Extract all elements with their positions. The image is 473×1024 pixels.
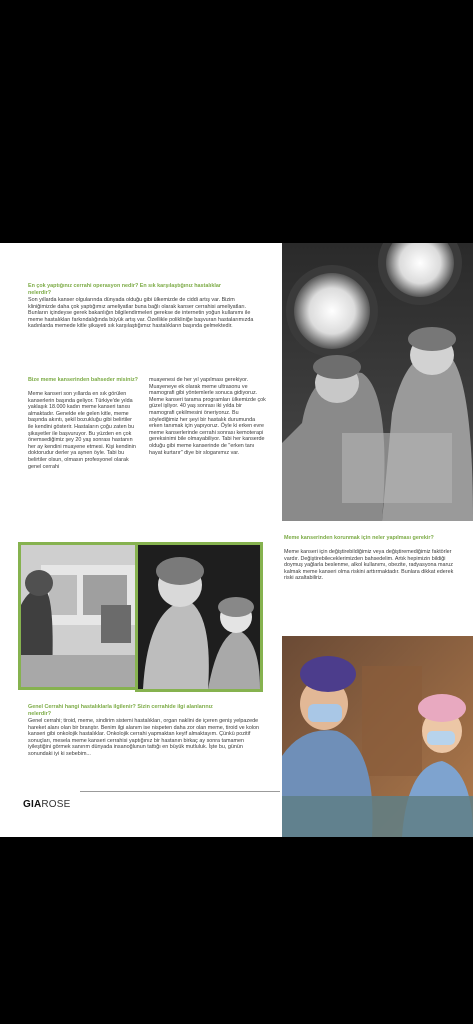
section1-body: Son yıllarda kanser olgularında dünyada olduğu gibi ülkemizde de ciddi artış var. Bizim kliniğimizde daha çok yaptığımız ameliyatlar buna bağlı olarak kanser cerrahisi ameliyatları. Bunların içindeyse gerek bakanlığın bilgilendirmeleri gerekse de internetin yoğun kullanımı ile meme hastalıkları farkındalığında büyük artış var. Özellikle polikliniğe başvuran hastalarımızda kadınlarda memede kitle şikayeti sık karşılaştığımız hastalıkların başında gelmektedir. [28,297,254,330]
section1-heading: En çok yaptığınız cerrahi operasyon nedir? En sık karşılaştığınız hastalıklar nelerdir? [28,283,221,296]
section4-body: Genel cerrahi; tiroid, meme, sindirim sistemi hastalıkları, organ naklini de içeren geniş yelpazede hareket alanı olan bir branştır. Benim ilgi alanım ise nispeten daha zor olan meme, tiroid ve kolon kanseri gibi onkolojik hastalıklar. Onkolojik cerrahi yapmaktan keyif almaktayım. Çünkü pozitif sonuçları, mesela meme kanseri cerrahisi yaptığınız bir hastanın birkaç ay sonra tamamen iyileştiğini görmek sanırım dünyada insanoğlunun tattığı en büyük mutluluk. İşte bu, günün sonundaki iyi ki sebebim... [28,718,260,757]
magazine-page [0,243,473,837]
clinic-photo [18,542,142,690]
section3-heading: Meme kanserinden korunmak için neler yapılması gerekir? [284,535,434,541]
section2-body-left: Meme kanseri son yıllarda en sık görülen kanserlerin başında geliyor. Türkiye'de yılda yaklaşık 18.000 kadın meme kanseri tanısı almaktadır. Genelde ele gelen kitle, meme başında akıntı, şekil bozukluğu gibi belirtiler ile kendini gösterir. Hastaların çoğu zaten bu şikayetler ile başvuruyor. Bu yüzden en çok önemsediğimiz şey 20 yaş sonrası hastanın her ay kendini muayene etmesi. Kişi kendinin doktorudur derler ya aynen öyle. Tabi bu belirtiler olsun, olmasın profesyonel olarak genel cerrahi [28,391,136,470]
brand-bold: GIA [23,799,42,810]
surgeons-photo-bottom-image [282,636,473,837]
section3-body: Meme kanseri için değiştirebildiğimiz veya değiştiremediğimiz faktörler vardır. Değiştirebileceklerimizden bahsedelim. Artık hepimizin bildiği doymuş yağlarla beslenme, alkol kullanımı, obezite, radyasyona maruz kalmak meme kanseri olma riskini arttırmaktadır. Bunlara dikkat ederek riski azaltabiliriz. [284,549,454,582]
surgeons-photo-middle-image [138,545,260,689]
brand-logo [23,799,71,810]
footer-rule [80,791,280,792]
surgery-photo-top [282,243,473,521]
section4-heading: Genel Cerrahi hangi hastalıklarla ilgilenir? Sizin cerrahide ilgi alanlarınız nelerdir? [28,704,213,717]
clinic-photo-image [21,545,139,687]
section2-body-right: muayenesi de her yıl yapılması gerekiyor. Muayeneye ek olarak meme ultrasonu ve mamografi gibi yöntemlerle sonuca gidiyoruz. Meme kanseri tarama programları ülkemizde çok güzel işliyor. 40 yaş sonrası iki yılda bir mamografi çekilmesini öneriyoruz. Bu söylediğimiz her şeyi bir hastalık durumunda erken tanımak için yapıyoruz. Öyle ki erken evre meme kanserlerinde cerrahi sonrası kemoterapi gereksinimi bile olmayabiliyor. Tabi her kanserde olduğu gibi meme kanserinde de "erken tanı hayat kurtarır" diye bir sloganımız var. [149,377,266,456]
surgery-photo-top-image [282,243,473,521]
surgeons-photo-bottom [282,636,473,837]
section2-heading: Bize meme kanserinden bahseder misiniz? [28,377,138,383]
surgeons-photo-middle [135,542,263,692]
brand-light: ROSE [41,799,71,810]
